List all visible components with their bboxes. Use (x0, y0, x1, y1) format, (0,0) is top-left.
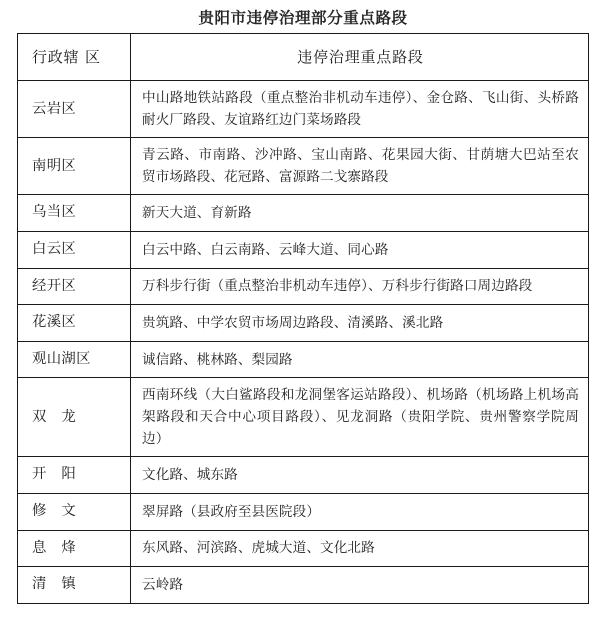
table-cell-district (18, 81, 131, 138)
key-roads-table (17, 33, 589, 604)
table-body (18, 34, 589, 604)
roads-list: 翠屏路（县政府至县医院段） (142, 503, 321, 520)
table-row (18, 494, 589, 531)
page-title: 贵阳市违停治理部分重点路段 (198, 9, 408, 27)
table-container (17, 33, 588, 604)
roads-list: 白云中路、白云南路、云峰大道、同心路 (142, 241, 389, 258)
district-name: 南明区 (32, 157, 77, 174)
table-cell-roads (131, 138, 589, 195)
table-cell-roads (131, 305, 589, 342)
table-cell-roads (131, 231, 589, 268)
table-cell-district (18, 341, 131, 378)
table-row (18, 567, 589, 604)
table-header-row (18, 34, 589, 81)
table-row (18, 530, 589, 567)
district-name: 白云区 (32, 240, 77, 257)
table-row (18, 81, 589, 138)
district-name: 乌当区 (32, 204, 77, 221)
table-row (18, 457, 589, 494)
district-name: 修 文 (32, 503, 77, 520)
table-header-cell-roads (131, 34, 589, 81)
roads-list: 贵筑路、中学农贸市场周边路段、清溪路、溪北路 (142, 314, 444, 331)
district-name: 经开区 (32, 277, 77, 294)
table-row (18, 341, 589, 378)
table-cell-district (18, 494, 131, 531)
roads-list: 东风路、河滨路、虎城大道、文化北路 (142, 540, 375, 557)
table-cell-roads (131, 494, 589, 531)
district-name: 清 镇 (32, 576, 77, 593)
table-row (18, 195, 589, 232)
table-cell-roads (131, 195, 589, 232)
roads-list: 新天大道、育新路 (142, 205, 252, 222)
table-cell-roads (131, 378, 589, 457)
roads-list: 青云路、市南路、沙冲路、宝山南路、花果园大街、甘荫塘大巴站至农贸市场路段、花冠路、富源路二戈寨路段 (142, 147, 579, 186)
table-cell-district (18, 268, 131, 305)
table-cell-district (18, 305, 131, 342)
table-cell-district (18, 567, 131, 604)
table-row (18, 305, 589, 342)
roads-list: 文化路、城东路 (142, 467, 238, 484)
table-cell-district (18, 457, 131, 494)
roads-list: 中山路地铁站路段（重点整治非机动车违停）、金仓路、飞山街、头桥路耐火厂路段、友谊路红边门菜场路段 (142, 90, 579, 129)
table-cell-district (18, 195, 131, 232)
district-name: 花溪区 (32, 314, 77, 331)
roads-list: 诚信路、桃林路、梨园路 (142, 351, 293, 368)
table-row (18, 138, 589, 195)
table-cell-roads (131, 457, 589, 494)
table-row (18, 378, 589, 457)
table-cell-roads (131, 341, 589, 378)
column-header-district: 行政辖 区 (32, 47, 101, 66)
table-header-cell-district (18, 34, 131, 81)
table-cell-district (18, 231, 131, 268)
district-name: 双 龙 (32, 408, 77, 425)
table-cell-district (18, 378, 131, 457)
table-cell-roads (131, 268, 589, 305)
table-cell-roads (131, 567, 589, 604)
table-row (18, 231, 589, 268)
roads-list: 云岭路 (142, 577, 184, 594)
table-cell-roads (131, 81, 589, 138)
column-header-roads: 违停治理重点路段 (297, 48, 424, 66)
roads-list: 万科步行街（重点整治非机动车违停）、万科步行街路口周边路段 (142, 278, 533, 295)
table-cell-roads (131, 530, 589, 567)
district-name: 云岩区 (32, 100, 77, 117)
table-cell-district (18, 138, 131, 195)
table-cell-district (18, 530, 131, 567)
roads-list: 西南环线（大白鲨路段和龙洞堡客运站路段）、机场路（机场路上机场高架路段和天合中心项目路段）、见龙洞路（贵阳学院、贵州警察学院周边） (142, 387, 579, 448)
table-row (18, 268, 589, 305)
district-name: 开 阳 (32, 466, 77, 483)
district-name: 观山湖区 (32, 350, 91, 367)
district-name: 息 烽 (32, 539, 77, 556)
